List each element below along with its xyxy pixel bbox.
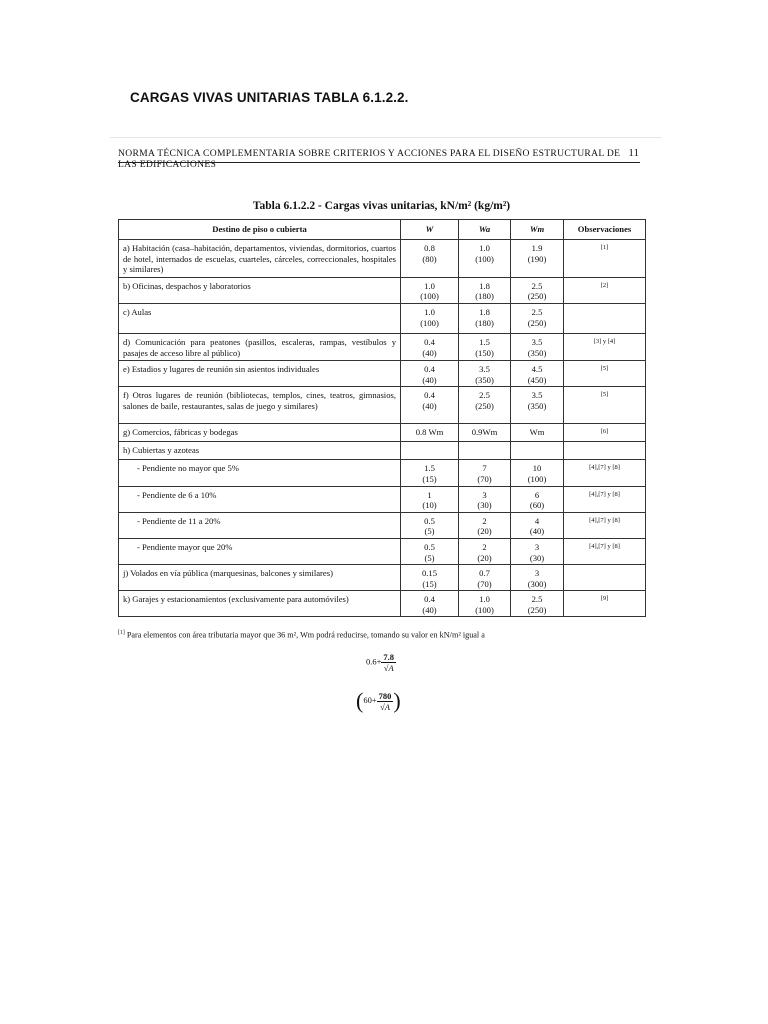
table-row [119, 361, 646, 387]
row-w-value: 0.4 (40) [401, 591, 459, 617]
row-wm-value: 4 (40) [511, 512, 564, 538]
row-wm-value: 1.9 (190) [511, 240, 564, 278]
row-w-value: 1.5 (15) [401, 460, 459, 486]
row-wm-value: 10 (100) [511, 460, 564, 486]
row-w-value: 1.0 (100) [401, 303, 459, 333]
row-destino: k) Garajes y estacionamientos (exclusivamente para automóviles) [119, 591, 401, 617]
row-observaciones: [4],[7] y [8] [564, 486, 646, 512]
row-observaciones: [6] [564, 424, 646, 442]
footnote-text: Para elementos con área tributaria mayor que 36 m², Wm podrá reducirse, tomando su valor en kN/m² igual a [126, 630, 485, 640]
row-wa-value: 0.9Wm [459, 424, 511, 442]
row-wm-value: 3.5 (350) [511, 333, 564, 360]
row-destino: e) Estadios y lugares de reunión sin asientos individuales [119, 361, 401, 387]
row-w-value: 1 (10) [401, 486, 459, 512]
row-w-value: 0.5 (5) [401, 512, 459, 538]
row-wa-value: 2 (20) [459, 512, 511, 538]
page-number: 11 [628, 147, 639, 159]
header-wa: Wa [459, 220, 511, 240]
row-observaciones [564, 303, 646, 333]
formula-kn-fraction [381, 652, 396, 673]
formula-kg-fraction [377, 691, 394, 712]
table-row [119, 442, 646, 460]
table-row [119, 460, 646, 486]
header-w: W [401, 220, 459, 240]
table-header-row [119, 220, 646, 240]
row-wa-value: 1.5 (150) [459, 333, 511, 360]
row-w-value: 0.8 (80) [401, 240, 459, 278]
running-header-rule [118, 162, 640, 163]
row-wm-value: 2.5 (250) [511, 591, 564, 617]
row-w-value: 0.15 (15) [401, 565, 459, 591]
formula-kn-denominator: √A [383, 663, 394, 673]
row-wa-value: 1.8 (180) [459, 277, 511, 303]
top-divider [110, 137, 662, 138]
row-observaciones: [4],[7] y [8] [564, 538, 646, 564]
formula-kn [366, 652, 396, 673]
table-row [119, 277, 646, 303]
row-w-value: 0.5 (5) [401, 538, 459, 564]
row-observaciones [564, 565, 646, 591]
row-destino: b) Oficinas, despachos y laboratorios [119, 277, 401, 303]
row-w-value: 0.4 (40) [401, 333, 459, 360]
row-w-value: 0.4 (40) [401, 387, 459, 424]
row-wa-value: 2.5 (250) [459, 387, 511, 424]
table-row [119, 387, 646, 424]
row-wa-value: 7 (70) [459, 460, 511, 486]
close-paren: ) [393, 688, 401, 713]
row-wa-value: 1.8 (180) [459, 303, 511, 333]
row-destino: j) Volados en vía pública (marquesinas, balcones y similares) [119, 565, 401, 591]
row-w-value: 0.4 (40) [401, 361, 459, 387]
header-observaciones: Observaciones [564, 220, 646, 240]
formula-kg-prefix: 60+ [363, 694, 377, 705]
row-wm-value: Wm [511, 424, 564, 442]
header-destino: Destino de piso o cubierta [119, 220, 401, 240]
table-row [119, 333, 646, 360]
footnote [118, 630, 658, 640]
page-heading: CARGAS VIVAS UNITARIAS TABLA 6.1.2.2. [130, 90, 409, 105]
row-w-value: 0.8 Wm [401, 424, 459, 442]
row-wa-value: 3.5 (350) [459, 361, 511, 387]
row-destino: - Pendiente no mayor que 5% [119, 460, 401, 486]
row-wa-value: 0.7 (70) [459, 565, 511, 591]
formula-kg-denominator: √A [380, 701, 390, 712]
table-body [119, 240, 646, 617]
row-wa-value: 1.0 (100) [459, 240, 511, 278]
row-destino: f) Otros lugares de reunión (bibliotecas, templos, cines, teatros, gimnasios, salones de baile, restaurantes, salas de juego y similares) [119, 387, 401, 424]
table-row [119, 565, 646, 591]
formula-kg [356, 688, 401, 714]
table-row [119, 303, 646, 333]
row-observaciones: [3] y [4] [564, 333, 646, 360]
row-wm-value: 3.5 (350) [511, 387, 564, 424]
row-observaciones: [1] [564, 240, 646, 278]
footnote-marker: [1] [118, 630, 125, 636]
row-observaciones [564, 442, 646, 460]
row-wm-value: 6 (60) [511, 486, 564, 512]
row-observaciones: [4],[7] y [8] [564, 460, 646, 486]
row-destino: a) Habitación (casa–habitación, departamentos, viviendas, dormitorios, cuartos de hotel, internados de escuelas, cuarteles, cárceles, correccionales, hospitales y similares) [119, 240, 401, 278]
row-w-value: 1.0 (100) [401, 277, 459, 303]
row-wm-value: 2.5 (250) [511, 303, 564, 333]
row-wm-value: 3 (300) [511, 565, 564, 591]
formula-kn-prefix: 0.6+ [366, 656, 382, 667]
table-row [119, 486, 646, 512]
row-wm-value [511, 442, 564, 460]
row-observaciones: [2] [564, 277, 646, 303]
row-destino: - Pendiente de 6 a 10% [119, 486, 401, 512]
row-wm-value: 2.5 (250) [511, 277, 564, 303]
row-destino: - Pendiente de 11 a 20% [119, 512, 401, 538]
table-row [119, 240, 646, 278]
open-paren: ( [356, 688, 364, 713]
row-observaciones: [9] [564, 591, 646, 617]
row-observaciones: [5] [564, 361, 646, 387]
row-destino: g) Comercios, fábricas y bodegas [119, 424, 401, 442]
row-wm-value: 4.5 (450) [511, 361, 564, 387]
row-wa-value: 1.0 (100) [459, 591, 511, 617]
table-row [119, 424, 646, 442]
running-header-title: NORMA TÉCNICA COMPLEMENTARIA SOBRE CRITERIOS Y ACCIONES PARA EL DISEÑO ESTRUCTURAL DE LAS EDIFICACIONES [118, 148, 621, 170]
formula-kg-numerator: 780 [378, 690, 392, 701]
row-wm-value: 3 (30) [511, 538, 564, 564]
running-header [118, 148, 639, 170]
row-observaciones: [5] [564, 387, 646, 424]
table-caption: Tabla 6.1.2.2 - Cargas vivas unitarias, kN/m² (kg/m²) [252, 200, 511, 212]
row-destino: d) Comunicación para peatones (pasillos, escaleras, rampas, vestíbulos y pasajes de acceso libre al público) [119, 333, 401, 360]
table-row [119, 512, 646, 538]
row-destino: h) Cubiertas y azoteas [119, 442, 401, 460]
header-wm: Wm [511, 220, 564, 240]
formula-kn-numerator: 7.8 [383, 652, 395, 662]
row-observaciones: [4],[7] y [8] [564, 512, 646, 538]
row-w-value [401, 442, 459, 460]
live-loads-table [118, 219, 646, 617]
row-destino: - Pendiente mayor que 20% [119, 538, 401, 564]
row-destino: c) Aulas [119, 303, 401, 333]
table-row [119, 591, 646, 617]
row-wa-value: 3 (30) [459, 486, 511, 512]
row-wa-value [459, 442, 511, 460]
table-row [119, 538, 646, 564]
row-wa-value: 2 (20) [459, 538, 511, 564]
